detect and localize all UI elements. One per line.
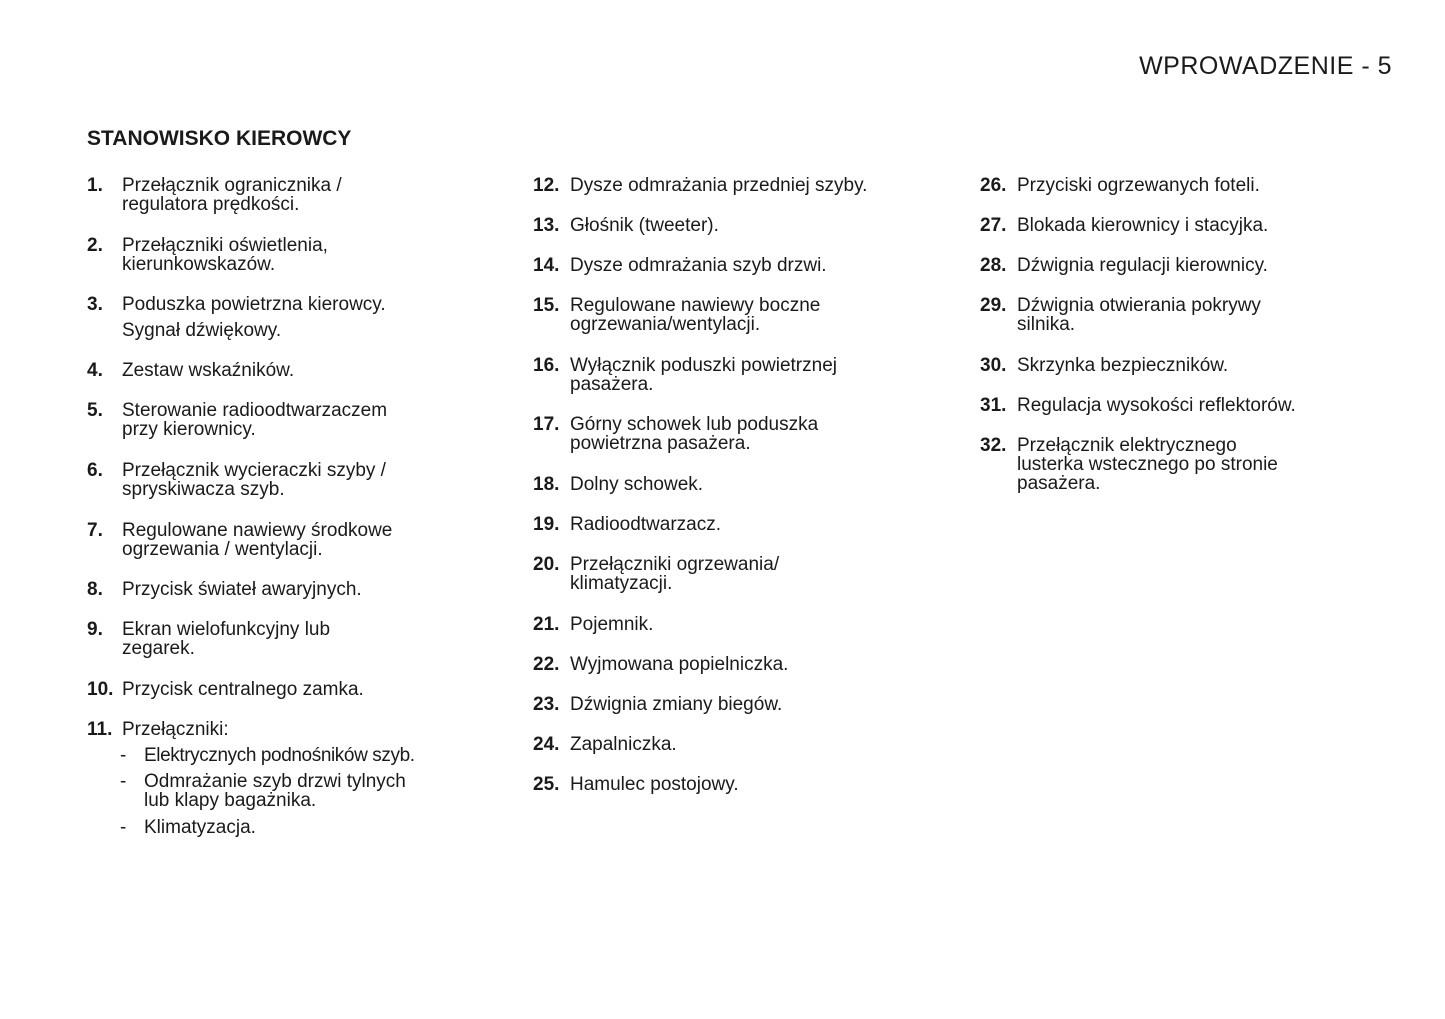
item-text-line: Sterowanie radioodtwarzaczem (122, 400, 388, 421)
item-number: 6. (87, 460, 103, 481)
item-number: 18. (533, 474, 560, 495)
item-text-line: zegarek. (122, 638, 195, 659)
item-number: 12. (533, 175, 560, 196)
item-text-line: Wyłącznik poduszki powietrznej (570, 355, 837, 376)
sub-item-text-line: Elektrycznych podnośników szyb. (144, 745, 415, 766)
item-text-line: Regulowane nawiewy boczne (570, 295, 821, 316)
item-text-line: regulatora prędkości. (122, 194, 300, 215)
item-text-line: Dolny schowek. (570, 474, 704, 495)
item-text-line: pasażera. (570, 374, 654, 395)
item-number: 8. (87, 579, 103, 600)
item-text-line: Radioodtwarzacz. (570, 514, 722, 535)
dash-bullet: - (120, 745, 127, 766)
item-text-line: Przełącznik ogranicznika / (122, 175, 342, 196)
item-number: 13. (533, 215, 560, 236)
item-number: 15. (533, 295, 560, 316)
item-text-line: powietrzna pasażera. (570, 433, 751, 454)
item-text-line: Przełączniki: (122, 719, 229, 740)
item-number: 30. (980, 355, 1007, 376)
item-text-line: spryskiwacza szyb. (122, 479, 285, 500)
item-text-line: Dźwignia otwierania pokrywy (1017, 295, 1261, 316)
section-title: STANOWISKO KIEROWCY (87, 127, 352, 150)
item-text-line: Głośnik (tweeter). (570, 215, 719, 236)
item-text-line: Zapalniczka. (570, 734, 677, 755)
item-number: 20. (533, 554, 560, 575)
item-text-line: Wyjmowana popielniczka. (570, 654, 789, 675)
item-text-line: Przycisk świateł awaryjnych. (122, 579, 362, 600)
dash-bullet: - (120, 771, 127, 792)
running-header: WPROWADZENIE - 5 (1139, 52, 1392, 80)
item-text-line: Dysze odmrażania szyb drzwi. (570, 255, 827, 276)
item-number: 21. (533, 614, 560, 635)
item-extra-text: Sygnał dźwiękowy. (122, 320, 282, 341)
item-text-line: Przycisk centralnego zamka. (122, 679, 364, 700)
item-number: 19. (533, 514, 560, 535)
item-text-line: Regulacja wysokości reflektorów. (1017, 395, 1296, 416)
item-number: 5. (87, 400, 103, 421)
item-text-line: Ekran wielofunkcyjny lub (122, 619, 331, 640)
item-number: 4. (87, 360, 103, 381)
item-text-line: Przełączniki oświetlenia, (122, 235, 328, 256)
item-text-line: Dźwignia zmiany biegów. (570, 694, 783, 715)
item-number: 14. (533, 255, 560, 276)
item-text-line: lusterka wstecznego po stronie (1017, 454, 1278, 475)
item-text-line: Dysze odmrażania przedniej szyby. (570, 175, 868, 196)
item-text-line: kierunkowskazów. (122, 254, 276, 275)
item-text-line: Pojemnik. (570, 614, 654, 635)
item-text-line: Regulowane nawiewy środkowe (122, 520, 393, 541)
item-number: 17. (533, 414, 560, 435)
item-text-line: Przełącznik wycieraczki szyby / (122, 460, 386, 481)
item-number: 23. (533, 694, 560, 715)
item-number: 27. (980, 215, 1007, 236)
item-number: 29. (980, 295, 1007, 316)
sub-item-text-line: lub klapy bagażnika. (144, 790, 317, 811)
item-number: 31. (980, 395, 1007, 416)
item-text-line: Dźwignia regulacji kierownicy. (1017, 255, 1268, 276)
item-number: 10. (87, 679, 114, 700)
item-text-line: Hamulec postojowy. (570, 774, 739, 795)
item-number: 3. (87, 294, 103, 315)
item-number: 25. (533, 774, 560, 795)
sub-item-text-line: Klimatyzacja. (144, 817, 256, 838)
item-number: 1. (87, 175, 103, 196)
item-text-line: Blokada kierownicy i stacyjka. (1017, 215, 1269, 236)
item-text-line: ogrzewania/wentylacji. (570, 314, 761, 335)
item-number: 28. (980, 255, 1007, 276)
item-text-line: Górny schowek lub poduszka (570, 414, 819, 435)
item-text-line: pasażera. (1017, 473, 1101, 494)
item-text-line: przy kierownicy. (122, 419, 256, 440)
item-number: 2. (87, 235, 103, 256)
item-number: 16. (533, 355, 560, 376)
item-number: 26. (980, 175, 1007, 196)
item-text-line: Zestaw wskaźników. (122, 360, 295, 381)
item-text-line: Przełączniki ogrzewania/ (570, 554, 780, 575)
sub-item-text-line: Odmrażanie szyb drzwi tylnych (144, 771, 406, 792)
dash-bullet: - (120, 817, 127, 838)
item-text-line: klimatyzacji. (570, 573, 673, 594)
item-text-line: Przełącznik elektrycznego (1017, 435, 1237, 456)
item-text-line: Skrzynka bezpieczników. (1017, 355, 1229, 376)
item-number: 11. (87, 719, 113, 740)
item-text-line: Poduszka powietrzna kierowcy. (122, 294, 386, 315)
item-text-line: ogrzewania / wentylacji. (122, 539, 323, 560)
item-number: 32. (980, 435, 1007, 456)
item-number: 9. (87, 619, 103, 640)
item-text-line: Przyciski ogrzewanych foteli. (1017, 175, 1260, 196)
item-number: 7. (87, 520, 103, 541)
item-number: 24. (533, 734, 560, 755)
item-number: 22. (533, 654, 560, 675)
item-text-line: silnika. (1017, 314, 1076, 335)
